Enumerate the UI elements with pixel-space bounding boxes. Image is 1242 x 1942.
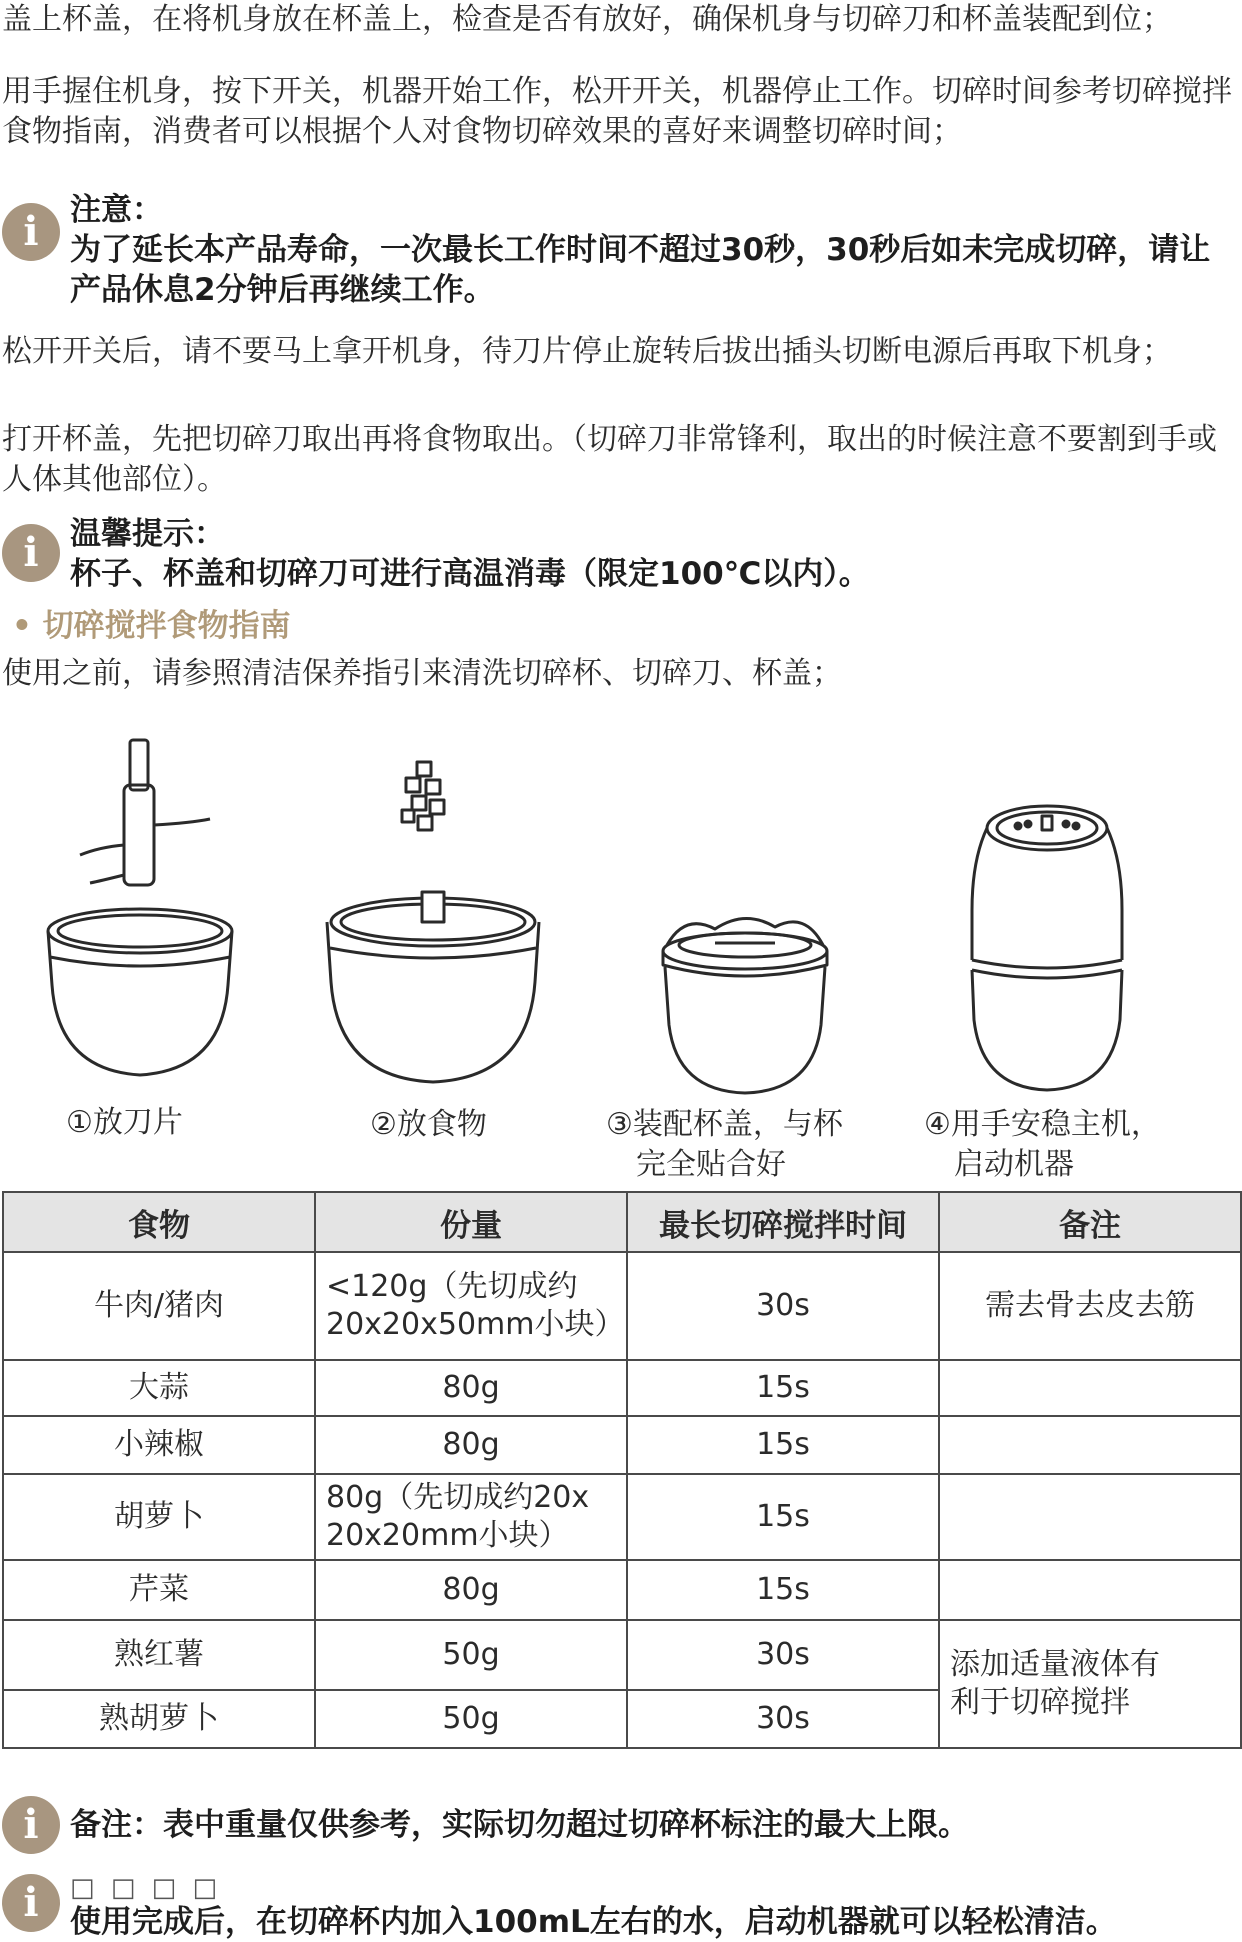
note-cell [939,1560,1241,1620]
time-cell: 30s [627,1252,939,1360]
table-row [3,1360,1241,1416]
tip-title: 温馨提示： [70,516,225,552]
note-cell [939,1360,1241,1416]
start-machine-illustration [962,800,1132,1092]
info-icon: i [2,1796,60,1854]
food-cell: 胡萝卜 [3,1474,315,1560]
cleaning-note: 使用完成后，在切碎杯内加入100mL左右的水，启动机器就可以轻松清洁。 [70,1904,1117,1940]
instruction-paragraph-3: 松开开关后，请不要马上拿开机身，待刀片停止旋转后拔出插头切断电源后再取下机身； [2,334,1172,369]
attach-lid-illustration [655,905,835,1095]
caution-title: 注意： [70,192,163,228]
info-icon: i [2,203,60,261]
table-row [3,1474,1241,1560]
note-cell [939,1474,1241,1560]
column-header-time: 最长切碎搅拌时间 [627,1192,939,1252]
amount-cell: 80g [315,1560,627,1620]
missing-glyph-placeholder: □ □ □ □ [70,1873,222,1903]
food-cell: 牛肉/猪肉 [3,1252,315,1360]
note-cell-merged: 添加适量液体有 利于切碎搅拌 [939,1620,1241,1748]
food-cell: 熟胡萝卜 [3,1690,315,1748]
info-icon: i [2,524,60,582]
step-caption-4: ④用手安稳主机， [924,1107,1161,1142]
caution-body: 为了延长本产品寿命，一次最长工作时间不超过30秒，30秒后如未完成切碎，请让产品休息2分钟后再继续工作。 [70,232,1211,308]
step-caption-1: ①放刀片 [66,1105,183,1140]
food-cell: 熟红薯 [3,1620,315,1690]
table-row [3,1252,1241,1360]
column-header-note: 备注 [939,1192,1241,1252]
amount-cell: 80g（先切成约20x 20x20mm小块） [315,1474,627,1560]
food-cell: 芹菜 [3,1560,315,1620]
table-row [3,1620,1241,1690]
time-cell: 15s [627,1474,939,1560]
blade-insert-illustration [40,735,240,1080]
time-cell: 15s [627,1416,939,1474]
step-caption-2: ②放食物 [370,1107,487,1142]
food-cell: 小辣椒 [3,1416,315,1474]
add-food-illustration [322,752,544,1084]
note-cell: 需去骨去皮去筋 [939,1252,1241,1360]
instruction-paragraph-4: 打开杯盖，先把切碎刀取出再将食物取出。（切碎刀非常锋利，取出的时候注意不要割到手或人体其他部位）。 [2,422,1217,497]
tip-body: 杯子、杯盖和切碎刀可进行高温消毒（限定100℃以内）。 [70,556,870,592]
remark-note: 备注：表中重量仅供参考，实际切勿超过切碎杯标注的最大上限。 [70,1807,969,1843]
food-guide-table [2,1191,1242,1749]
amount-cell: 80g [315,1360,627,1416]
instruction-paragraph-2: 用手握住机身，按下开关，机器开始工作，松开开关，机器停止工作。切碎时间参考切碎搅拌食物指南，消费者可以根据个人对食物切碎效果的喜好来调整切碎时间； [2,74,1232,149]
amount-cell: 50g [315,1620,627,1690]
time-cell: 30s [627,1620,939,1690]
time-cell: 15s [627,1560,939,1620]
table-row [3,1560,1241,1620]
table-header-row [3,1192,1241,1252]
column-header-amount: 份量 [315,1192,627,1252]
amount-cell: 80g [315,1416,627,1474]
step-caption-3-line2: 完全贴合好 [636,1147,786,1182]
column-header-food: 食物 [3,1192,315,1252]
food-cell: 大蒜 [3,1360,315,1416]
note-cell [939,1416,1241,1474]
instruction-paragraph-1: 盖上杯盖，在将机身放在杯盖上，检查是否有放好，确保机身与切碎刀和杯盖装配到位； [2,2,1172,37]
table-row [3,1416,1241,1474]
amount-cell: 50g [315,1690,627,1748]
section-heading: • 切碎搅拌食物指南 [12,608,291,644]
instruction-paragraph-5: 使用之前，请参照清洁保养指引来清洗切碎杯、切碎刀、杯盖； [2,656,842,691]
info-icon: i [2,1874,60,1932]
step-caption-4-line2: 启动机器 [954,1147,1074,1182]
time-cell: 15s [627,1360,939,1416]
time-cell: 30s [627,1690,939,1748]
amount-cell: <120g（先切成约 20x20x50mm小块） [315,1252,627,1360]
step-caption-3: ③装配杯盖，与杯 [606,1107,843,1142]
